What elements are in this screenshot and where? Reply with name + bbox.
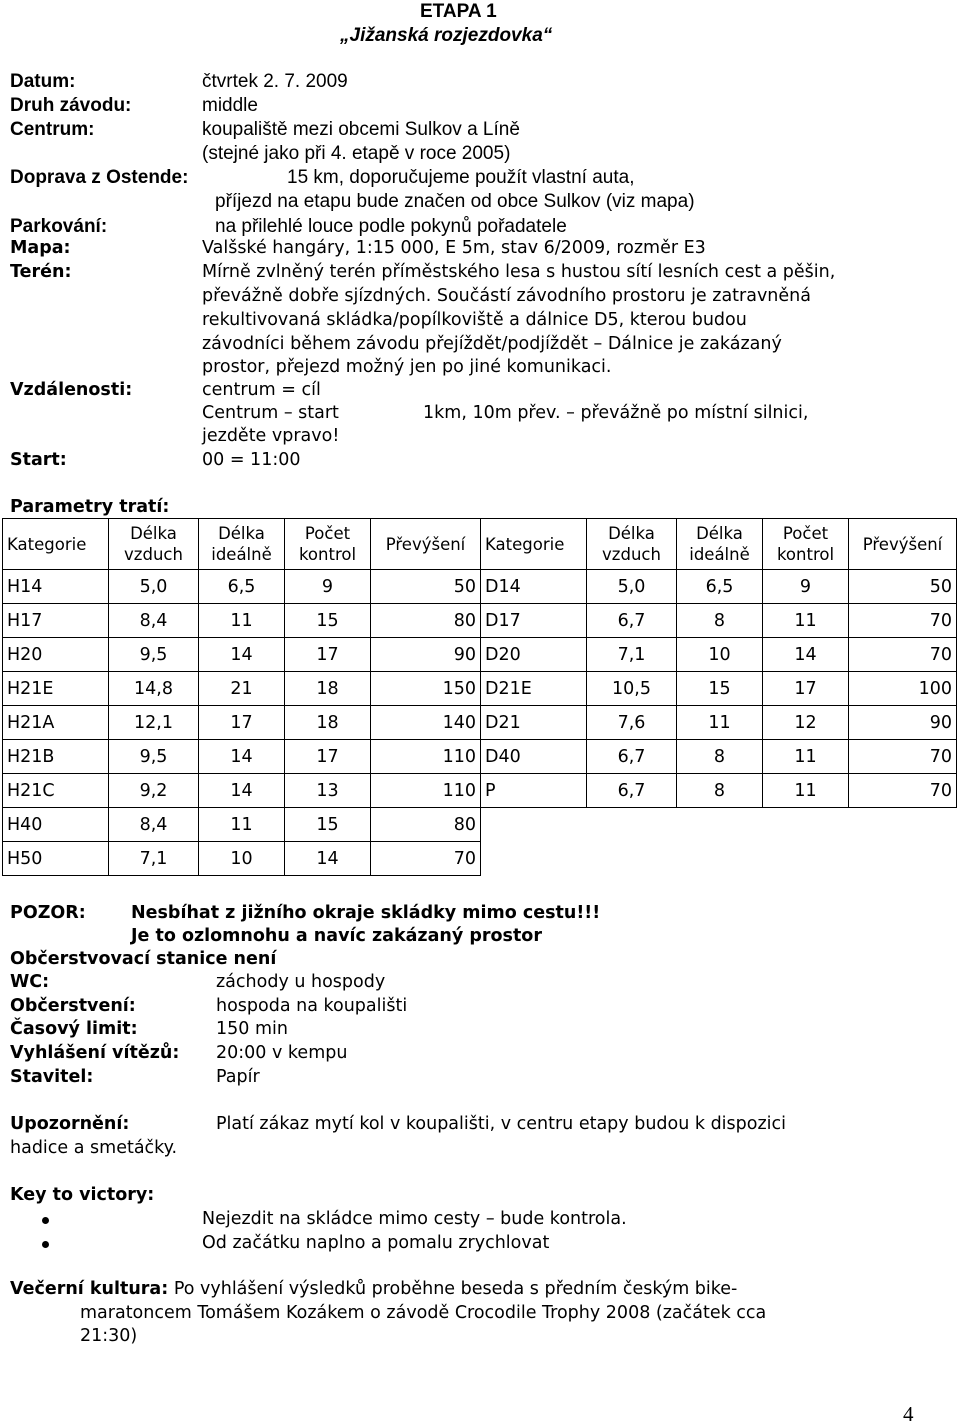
table-cell: 70 <box>371 842 481 876</box>
table-cell: 11 <box>763 740 849 774</box>
table-cell: 140 <box>371 706 481 740</box>
table-cell-empty <box>849 842 957 876</box>
key-to-victory-label: Key to victory: <box>10 1185 155 1205</box>
table-cell-empty <box>481 808 587 842</box>
table-cell: 8,4 <box>109 604 199 638</box>
table-cell: 15 <box>677 672 763 706</box>
stage-name: „Jižanská rozjezdovka“ <box>340 25 553 46</box>
table-row <box>3 672 957 706</box>
time-limit-label: Časový limit: <box>10 1019 138 1039</box>
warning-line2: Je to ozlomnohu a navíc zakázaný prostor <box>131 926 542 946</box>
table-cell: 7,6 <box>587 706 677 740</box>
time-limit-value: 150 min <box>216 1019 288 1039</box>
table-header-row <box>3 519 957 570</box>
awards-value: 20:00 v kempu <box>216 1043 348 1063</box>
evening-text: Po vyhlášení výsledků proběhne beseda s předním českým bike- <box>168 1279 738 1299</box>
table-cell: 11 <box>763 604 849 638</box>
list-item <box>42 1233 742 1257</box>
table-cell: 14 <box>763 638 849 672</box>
table-cell: D21 <box>481 706 587 740</box>
header-controls: Počet kontrol <box>285 519 371 570</box>
distances-label: Vzdálenosti: <box>10 380 133 400</box>
table-cell: 100 <box>849 672 957 706</box>
key-to-victory-list <box>42 1209 742 1257</box>
table-cell: 80 <box>371 808 481 842</box>
table-row <box>3 740 957 774</box>
table-cell: 17 <box>199 706 285 740</box>
transport-value-line1: 15 km, doporučujeme použít vlastní auta, <box>287 167 635 188</box>
builder-value: Papír <box>216 1067 260 1087</box>
notice-line2: hadice a smetáčky. <box>10 1138 178 1158</box>
race-type-label: Druh závodu: <box>10 95 132 116</box>
table-cell: 6,5 <box>677 570 763 604</box>
table-cell: 9 <box>285 570 371 604</box>
table-cell: 11 <box>763 774 849 808</box>
centre-label: Centrum: <box>10 119 95 140</box>
builder-label: Stavitel: <box>10 1067 94 1087</box>
distance-centre-start-detail: 1km, 10m přev. – převážně po místní silnici, <box>423 403 809 423</box>
table-cell: D21E <box>481 672 587 706</box>
table-cell: H14 <box>3 570 109 604</box>
table-row <box>3 808 957 842</box>
header-length-ideal: Délka ideálně <box>199 519 285 570</box>
list-item-text: Nejezdit na skládce mimo cesty – bude kontrola. <box>202 1209 627 1229</box>
table-cell: 11 <box>199 808 285 842</box>
table-cell: 14 <box>199 740 285 774</box>
table-cell: 11 <box>199 604 285 638</box>
table-cell: 70 <box>849 740 957 774</box>
table-row <box>3 706 957 740</box>
table-cell: 18 <box>285 672 371 706</box>
table-cell: 9 <box>763 570 849 604</box>
refreshment-value: hospoda na koupališti <box>216 996 408 1016</box>
table-cell: 7,1 <box>587 638 677 672</box>
table-cell: 6,7 <box>587 604 677 638</box>
parking-value: na přilehlé louce podle pokynů pořadatele <box>215 216 567 237</box>
params-title: Parametry tratí: <box>10 497 170 517</box>
header-climb: Převýšení <box>371 519 481 570</box>
bullet-icon <box>42 1217 49 1224</box>
terrain-line: rekultivovaná skládka/popílkoviště a dálnice D5, kterou budou <box>202 310 747 330</box>
table-cell: 12 <box>763 706 849 740</box>
date-label: Datum: <box>10 71 76 92</box>
refreshment-label: Občerstvení: <box>10 996 136 1016</box>
evening-line1 <box>10 1279 737 1299</box>
evening-line2: maratoncem Tomášem Kozákem o závodě Crocodile Trophy 2008 (začátek cca <box>80 1303 767 1323</box>
table-cell: P <box>481 774 587 808</box>
transport-label: Doprava z Ostende: <box>10 167 189 188</box>
evening-line3: 21:30) <box>80 1326 138 1346</box>
race-type-value: middle <box>202 95 258 116</box>
table-cell: 14 <box>199 774 285 808</box>
table-cell: H17 <box>3 604 109 638</box>
warning-line1: Nesbíhat z jižního okraje skládky mimo cestu!!! <box>131 903 601 923</box>
stage-title: ETAPA 1 <box>420 1 497 22</box>
table-row <box>3 570 957 604</box>
map-value: Valšské hangáry, 1:15 000, E 5m, stav 6/2009, rozměr E3 <box>202 238 706 258</box>
table-cell: 10 <box>677 638 763 672</box>
table-cell-empty <box>587 808 677 842</box>
table-cell: 15 <box>285 604 371 638</box>
table-cell: 21 <box>199 672 285 706</box>
header-climb: Převýšení <box>849 519 957 570</box>
terrain-line: převážně dobře sjízdných. Součástí závodního prostoru je zatravněná <box>202 286 811 306</box>
table-cell: 50 <box>849 570 957 604</box>
table-cell: 14 <box>285 842 371 876</box>
evening-label: Večerní kultura: <box>10 1279 169 1299</box>
start-value: 00 = 11:00 <box>202 450 301 470</box>
table-cell-empty <box>481 842 587 876</box>
notice-line1: Platí zákaz mytí kol v koupališti, v centru etapy budou k dispozici <box>216 1114 787 1134</box>
table-cell: 18 <box>285 706 371 740</box>
table-cell: 10,5 <box>587 672 677 706</box>
table-cell: 110 <box>371 740 481 774</box>
warning-label: POZOR: <box>10 903 86 923</box>
table-cell: 13 <box>285 774 371 808</box>
date-value: čtvrtek 2. 7. 2009 <box>202 71 348 92</box>
terrain-line: prostor, přejezd možný jen po jiné komunikaci. <box>202 357 612 377</box>
table-cell: 80 <box>371 604 481 638</box>
header-length-air: Délka vzduch <box>587 519 677 570</box>
table-body <box>3 570 957 876</box>
header-length-air: Délka vzduch <box>109 519 199 570</box>
table-cell: 17 <box>763 672 849 706</box>
terrain-label: Terén: <box>10 262 72 282</box>
wc-value: záchody u hospody <box>216 972 386 992</box>
table-cell: H21E <box>3 672 109 706</box>
awards-label: Vyhlášení vítězů: <box>10 1043 180 1063</box>
table-cell: 90 <box>371 638 481 672</box>
table-row <box>3 842 957 876</box>
table-cell: 9,5 <box>109 638 199 672</box>
table-cell-empty <box>677 842 763 876</box>
table-cell: 7,1 <box>109 842 199 876</box>
list-item <box>42 1209 742 1233</box>
page-number: 4 <box>903 1402 914 1426</box>
table-cell: 14 <box>199 638 285 672</box>
table-cell: H40 <box>3 808 109 842</box>
table-cell-empty <box>763 808 849 842</box>
distance-centre-finish: centrum = cíl <box>202 380 321 400</box>
table-row <box>3 638 957 672</box>
table-cell: 110 <box>371 774 481 808</box>
table-cell-empty <box>677 808 763 842</box>
table-cell: 12,1 <box>109 706 199 740</box>
table-cell: 17 <box>285 638 371 672</box>
terrain-line: závodníci během závodu přejíždět/podjíždět – Dálnice je zakázaný <box>202 334 782 354</box>
notice-label: Upozornění: <box>10 1114 130 1134</box>
refreshment-station-note: Občerstvovací stanice není <box>10 949 277 969</box>
table-cell: H21B <box>3 740 109 774</box>
distance-note: jezděte vpravo! <box>202 426 340 446</box>
table-cell: 6,7 <box>587 774 677 808</box>
table-cell: 70 <box>849 638 957 672</box>
table-cell: 11 <box>677 706 763 740</box>
table-cell: H21A <box>3 706 109 740</box>
table-cell: 70 <box>849 604 957 638</box>
table-cell: 150 <box>371 672 481 706</box>
table-cell: 70 <box>849 774 957 808</box>
table-cell: H21C <box>3 774 109 808</box>
table-cell: H50 <box>3 842 109 876</box>
wc-label: WC: <box>10 972 50 992</box>
map-label: Mapa: <box>10 238 71 258</box>
table-cell: 5,0 <box>587 570 677 604</box>
table-cell: 8 <box>677 774 763 808</box>
table-cell-empty <box>763 842 849 876</box>
table-cell-empty <box>849 808 957 842</box>
table-cell: 8 <box>677 604 763 638</box>
header-category: Kategorie <box>3 519 109 570</box>
table-cell: D17 <box>481 604 587 638</box>
list-item-text: Od začátku naplno a pomalu zrychlovat <box>202 1233 550 1253</box>
table-cell: 90 <box>849 706 957 740</box>
header-length-ideal: Délka ideálně <box>677 519 763 570</box>
course-parameters-table <box>2 518 957 876</box>
start-label: Start: <box>10 450 67 470</box>
centre-value-line2: (stejné jako při 4. etapě v roce 2005) <box>202 143 511 164</box>
table-row <box>3 604 957 638</box>
table-cell: 17 <box>285 740 371 774</box>
table-cell: D14 <box>481 570 587 604</box>
table-row <box>3 774 957 808</box>
table-cell: 15 <box>285 808 371 842</box>
header-controls: Počet kontrol <box>763 519 849 570</box>
table-cell: 9,2 <box>109 774 199 808</box>
parking-label: Parkování: <box>10 216 108 237</box>
table-cell: H20 <box>3 638 109 672</box>
table-cell: 50 <box>371 570 481 604</box>
table-cell: 6,5 <box>199 570 285 604</box>
table-cell: D20 <box>481 638 587 672</box>
table-cell: 9,5 <box>109 740 199 774</box>
table-cell: 5,0 <box>109 570 199 604</box>
table-cell: 8 <box>677 740 763 774</box>
table-cell: 6,7 <box>587 740 677 774</box>
table-cell-empty <box>587 842 677 876</box>
table-cell: 14,8 <box>109 672 199 706</box>
header-category: Kategorie <box>481 519 587 570</box>
transport-value-line2: příjezd na etapu bude značen od obce Sulkov (viz mapa) <box>215 191 695 212</box>
terrain-line: Mírně zvlněný terén příměstského lesa s hustou sítí lesních cest a pěšin, <box>202 262 836 282</box>
bullet-icon <box>42 1241 49 1248</box>
table-cell: 8,4 <box>109 808 199 842</box>
table-cell: D40 <box>481 740 587 774</box>
centre-value-line1: koupaliště mezi obcemi Sulkov a Líně <box>202 119 520 140</box>
table-cell: 10 <box>199 842 285 876</box>
distance-centre-start: Centrum – start <box>202 403 339 423</box>
